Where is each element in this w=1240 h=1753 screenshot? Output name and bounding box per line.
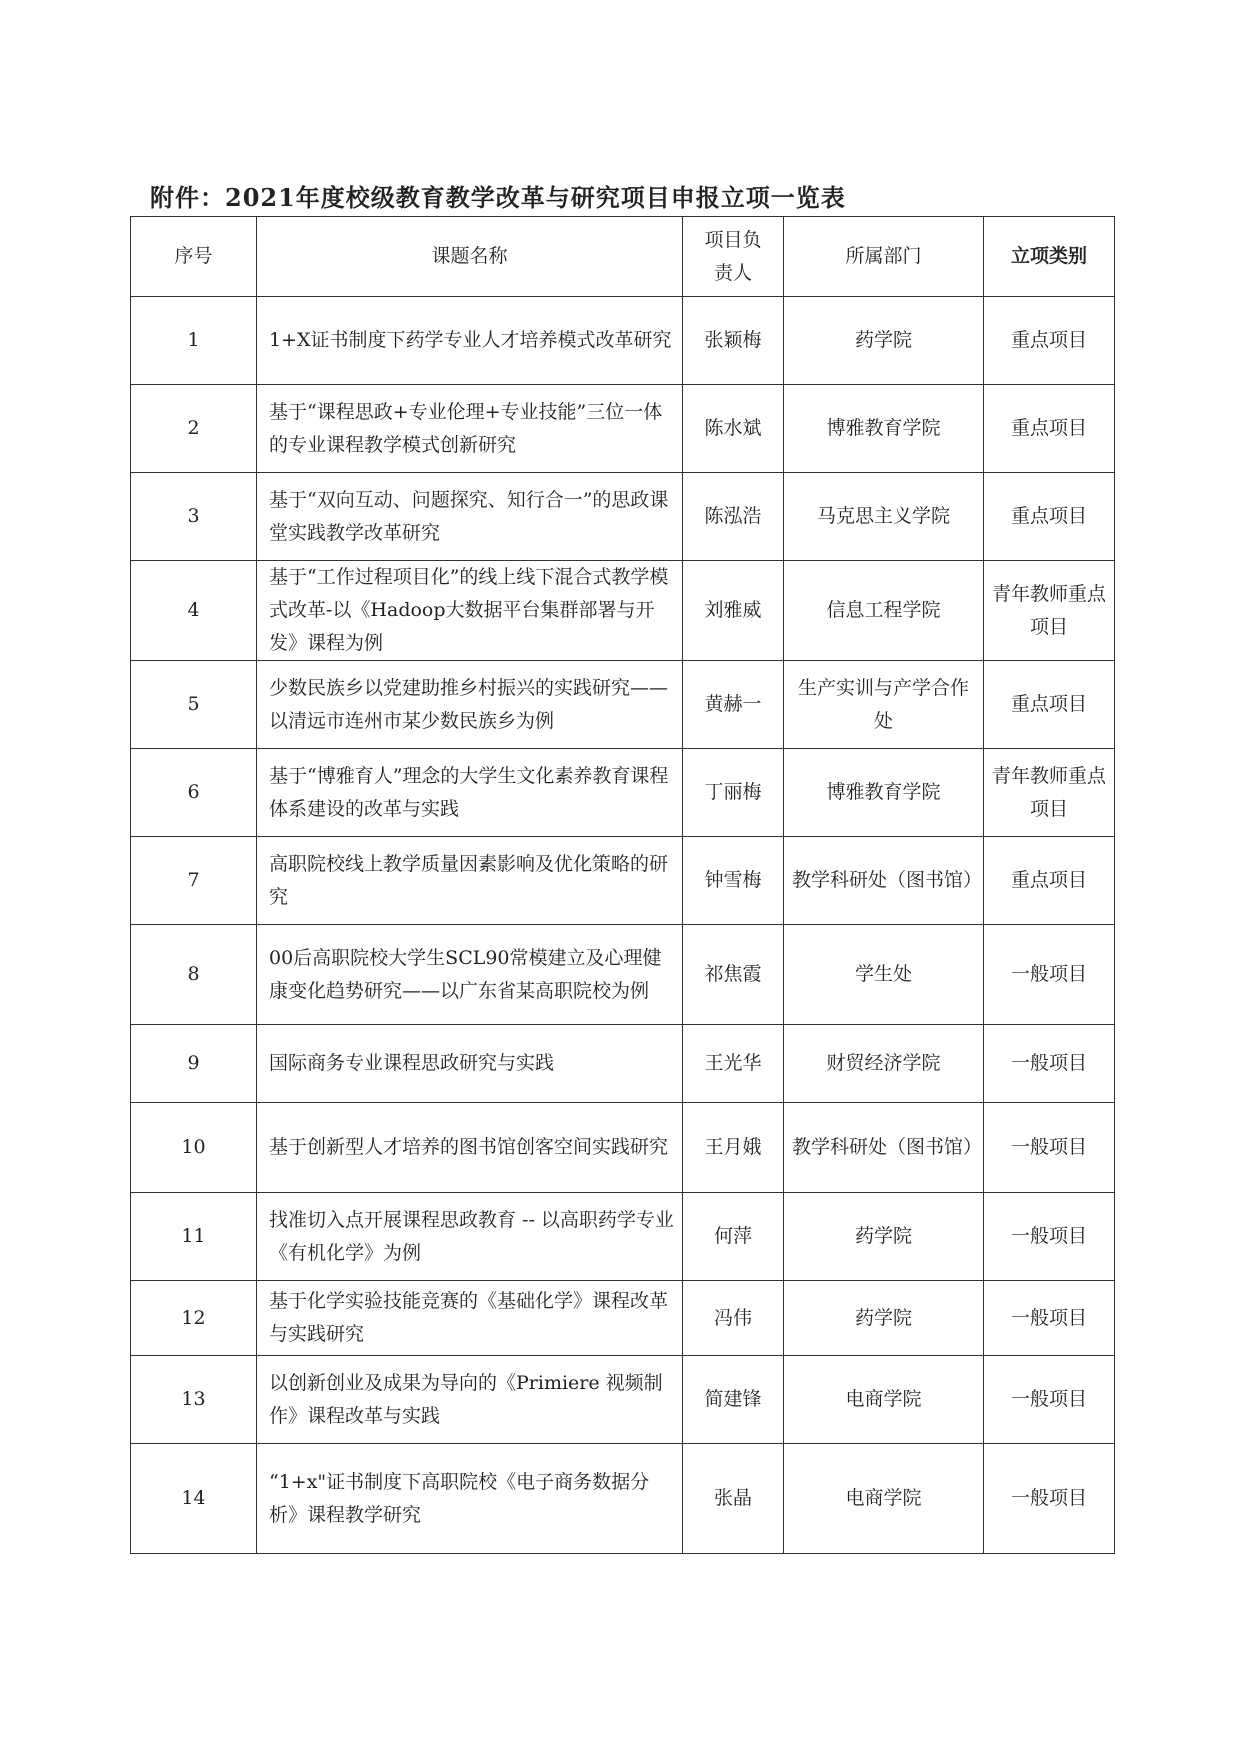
row-dept: 药学院 — [784, 1281, 984, 1356]
table-row — [131, 473, 1115, 561]
row-no: 11 — [131, 1193, 257, 1281]
row-leader: 王月娥 — [683, 1103, 784, 1193]
row-leader: 钟雪梅 — [683, 837, 784, 925]
row-no: 13 — [131, 1356, 257, 1444]
row-no: 14 — [131, 1444, 257, 1554]
row-project-name: 基于“课程思政+专业伦理+专业技能”三位一体的专业课程教学模式创新研究 — [257, 385, 683, 473]
table-row — [131, 297, 1115, 385]
row-no: 6 — [131, 749, 257, 837]
row-dept: 博雅教育学院 — [784, 385, 984, 473]
row-leader: 刘雅威 — [683, 561, 784, 661]
row-project-name: 1+X证书制度下药学专业人才培养模式改革研究 — [257, 297, 683, 385]
table-row — [131, 749, 1115, 837]
header-category: 立项类别 — [984, 217, 1115, 297]
row-category: 一般项目 — [984, 1193, 1115, 1281]
row-dept: 药学院 — [784, 1193, 984, 1281]
row-dept: 教学科研处（图书馆） — [784, 1103, 984, 1193]
row-project-name: 少数民族乡以党建助推乡村振兴的实践研究——以清远市连州市某少数民族乡为例 — [257, 661, 683, 749]
row-leader: 丁丽梅 — [683, 749, 784, 837]
row-category: 一般项目 — [984, 1103, 1115, 1193]
row-dept: 教学科研处（图书馆） — [784, 837, 984, 925]
row-project-name: “1+x"证书制度下高职院校《电子商务数据分析》课程教学研究 — [257, 1444, 683, 1554]
row-no: 10 — [131, 1103, 257, 1193]
table-row — [131, 1281, 1115, 1356]
row-no: 5 — [131, 661, 257, 749]
project-table — [130, 216, 1115, 1554]
row-leader: 张颖梅 — [683, 297, 784, 385]
row-leader: 何萍 — [683, 1193, 784, 1281]
row-project-name: 国际商务专业课程思政研究与实践 — [257, 1025, 683, 1103]
row-project-name: 00后高职院校大学生SCL90常模建立及心理健康变化趋势研究——以广东省某高职院校为例 — [257, 925, 683, 1025]
row-dept: 药学院 — [784, 297, 984, 385]
row-category: 重点项目 — [984, 297, 1115, 385]
row-leader: 冯伟 — [683, 1281, 784, 1356]
row-dept: 马克思主义学院 — [784, 473, 984, 561]
row-dept: 博雅教育学院 — [784, 749, 984, 837]
document-title: 附件：2021年度校级教育教学改革与研究项目申报立项一览表 — [150, 183, 846, 212]
row-category: 重点项目 — [984, 473, 1115, 561]
row-project-name: 基于“工作过程项目化”的线上线下混合式教学模式改革-以《Hadoop大数据平台集群部署与开发》课程为例 — [257, 561, 683, 661]
row-leader: 陈泓浩 — [683, 473, 784, 561]
row-category: 一般项目 — [984, 1025, 1115, 1103]
table-row — [131, 925, 1115, 1025]
row-dept: 信息工程学院 — [784, 561, 984, 661]
table-header-row — [131, 217, 1115, 297]
row-category: 重点项目 — [984, 661, 1115, 749]
row-project-name: 基于“双向互动、问题探究、知行合一”的思政课堂实践教学改革研究 — [257, 473, 683, 561]
row-project-name: 基于“博雅育人”理念的大学生文化素养教育课程体系建设的改革与实践 — [257, 749, 683, 837]
header-leader-line1: 项目负 — [704, 228, 762, 251]
header-name: 课题名称 — [257, 217, 683, 297]
table-row — [131, 1356, 1115, 1444]
row-category: 重点项目 — [984, 385, 1115, 473]
row-no: 2 — [131, 385, 257, 473]
table-row — [131, 837, 1115, 925]
row-no: 12 — [131, 1281, 257, 1356]
row-category: 青年教师重点项目 — [984, 561, 1115, 661]
table-row — [131, 1193, 1115, 1281]
row-category: 一般项目 — [984, 925, 1115, 1025]
table-row — [131, 661, 1115, 749]
row-no: 3 — [131, 473, 257, 561]
row-leader: 陈水斌 — [683, 385, 784, 473]
row-no: 4 — [131, 561, 257, 661]
row-dept: 电商学院 — [784, 1356, 984, 1444]
table-row — [131, 385, 1115, 473]
table-row — [131, 561, 1115, 661]
row-dept: 财贸经济学院 — [784, 1025, 984, 1103]
row-leader: 张晶 — [683, 1444, 784, 1554]
row-no: 8 — [131, 925, 257, 1025]
table-row — [131, 1103, 1115, 1193]
row-project-name: 找准切入点开展课程思政教育 -- 以高职药学专业《有机化学》为例 — [257, 1193, 683, 1281]
table-row — [131, 1025, 1115, 1103]
row-project-name: 以创新创业及成果为导向的《Primiere 视频制作》课程改革与实践 — [257, 1356, 683, 1444]
row-project-name: 高职院校线上教学质量因素影响及优化策略的研究 — [257, 837, 683, 925]
header-dept: 所属部门 — [784, 217, 984, 297]
row-category: 一般项目 — [984, 1281, 1115, 1356]
row-dept: 学生处 — [784, 925, 984, 1025]
row-no: 7 — [131, 837, 257, 925]
row-category: 重点项目 — [984, 837, 1115, 925]
row-category: 一般项目 — [984, 1356, 1115, 1444]
row-dept: 电商学院 — [784, 1444, 984, 1554]
row-project-name: 基于创新型人才培养的图书馆创客空间实践研究 — [257, 1103, 683, 1193]
row-dept: 生产实训与产学合作处 — [784, 661, 984, 749]
row-project-name: 基于化学实验技能竞赛的《基础化学》课程改革与实践研究 — [257, 1281, 683, 1356]
row-leader: 黄赫一 — [683, 661, 784, 749]
row-category: 青年教师重点项目 — [984, 749, 1115, 837]
header-leader — [683, 217, 784, 297]
row-category: 一般项目 — [984, 1444, 1115, 1554]
header-no: 序号 — [131, 217, 257, 297]
row-no: 1 — [131, 297, 257, 385]
row-leader: 王光华 — [683, 1025, 784, 1103]
row-no: 9 — [131, 1025, 257, 1103]
row-leader: 祁焦霞 — [683, 925, 784, 1025]
header-leader-line2: 责人 — [713, 261, 752, 284]
table-row — [131, 1444, 1115, 1554]
row-leader: 简建锋 — [683, 1356, 784, 1444]
